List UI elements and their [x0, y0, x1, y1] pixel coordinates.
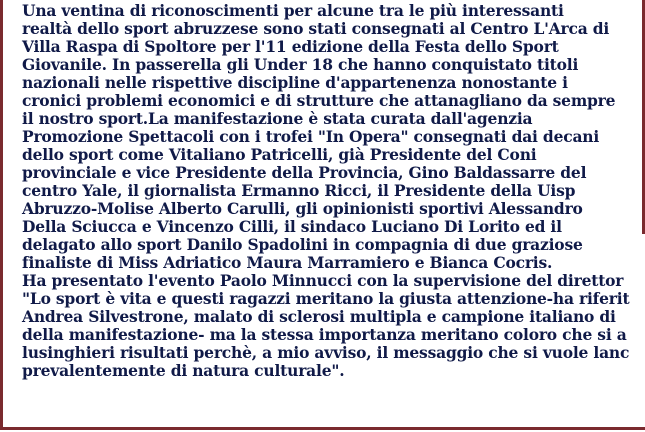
article-line: della manifestazione- ma la stessa importanza meritano coloro che si a — [22, 325, 627, 344]
article-line: Promozione Spettacoli con i trofei "In Opera" consegnati dai decani — [22, 127, 600, 146]
article-line: lusinghieri risultati perchè, a mio avviso, il messaggio che si vuole lanc — [22, 343, 630, 362]
article-line: provinciale e vice Presidente della Provincia, Gino Baldassarre del — [22, 163, 587, 182]
article-line: dello sport come Vitaliano Patricelli, già Presidente del Coni — [22, 145, 537, 164]
article-line: Ha presentato l'evento Paolo Minnucci con la supervisione del direttor — [22, 271, 624, 290]
article-line: Della Sciucca e Vincenzo Cilli, il sindaco Luciano Di Lorito ed il — [22, 217, 562, 236]
article-line: Andrea Silvestrone, malato di sclerosi multipla e campione italiano di — [22, 307, 616, 326]
article-line: Una ventina di riconoscimenti per alcune tra le più interessanti — [22, 1, 564, 20]
article-line: centro Yale, il giornalista Ermanno Ricci, il Presidente della Uisp — [22, 181, 576, 200]
article-line: "Lo sport è vita e questi ragazzi meritano la giusta attenzione-ha riferit — [22, 289, 630, 308]
article-line: delagato allo sport Danilo Spadolini in compagnia di due graziose — [22, 235, 583, 254]
article-line: il nostro sport.La manifestazione è stata curata dall'agenzia — [22, 109, 533, 128]
article-line: realtà dello sport abruzzese sono stati consegnati al Centro L'Arca di — [22, 19, 610, 38]
article-line: Villa Raspa di Spoltore per l'11 edizione della Festa dello Sport — [22, 37, 559, 56]
article-line: Giovanile. In passerella gli Under 18 che hanno conquistato titoli — [22, 55, 579, 74]
article-line: cronici problemi economici e di strutture che attanagliano da sempre — [22, 91, 616, 110]
frame-border-bottom — [0, 427, 645, 430]
article-line: prevalentemente di natura culturale". — [22, 361, 345, 380]
article-line: nazionali nelle rispettive discipline d'appartenenza nonostante i — [22, 73, 568, 92]
article-line: finaliste di Miss Adriatico Maura Marramiero e Bianca Cocris. — [22, 253, 553, 272]
article-line: Abruzzo-Molise Alberto Carulli, gli opinionisti sportivi Alessandro — [22, 199, 583, 218]
